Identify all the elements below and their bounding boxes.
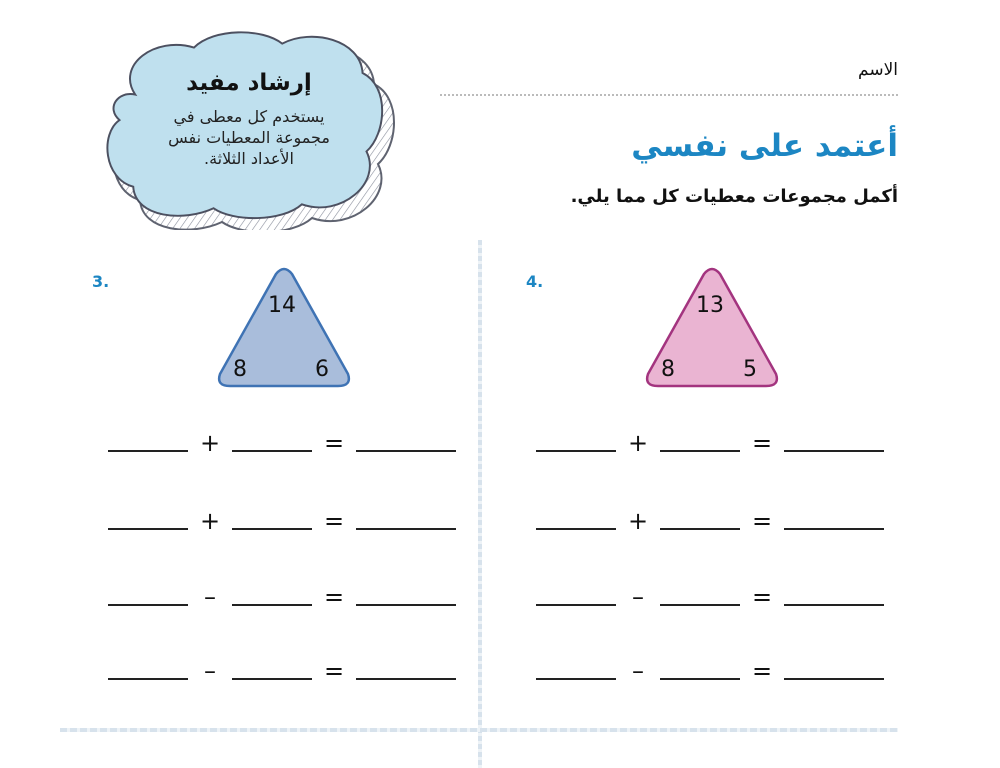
equals-sign: = bbox=[323, 657, 345, 685]
equals-sign: = bbox=[751, 429, 773, 457]
answer-blank[interactable] bbox=[356, 450, 456, 452]
column-divider bbox=[478, 240, 482, 768]
equation-row bbox=[108, 656, 458, 686]
answer-blank[interactable] bbox=[356, 678, 456, 680]
fact-triangle bbox=[214, 266, 354, 390]
operator: – bbox=[204, 657, 216, 685]
equation-row bbox=[108, 428, 458, 458]
triangle-left-number: 8 bbox=[661, 357, 675, 382]
operator: + bbox=[627, 507, 649, 535]
answer-blank[interactable] bbox=[232, 678, 312, 680]
answer-blank[interactable] bbox=[536, 450, 616, 452]
equation-row bbox=[108, 506, 458, 536]
answer-blank[interactable] bbox=[108, 450, 188, 452]
name-label: الاسم bbox=[858, 60, 898, 80]
answer-blank[interactable] bbox=[536, 678, 616, 680]
answer-blank[interactable] bbox=[232, 528, 312, 530]
equation-row bbox=[536, 656, 886, 686]
triangle-right-number: 6 bbox=[315, 357, 329, 382]
equation-row bbox=[536, 506, 886, 536]
instruction-text: أكمل مجموعات معطيات كل مما يلي. bbox=[570, 186, 898, 207]
operator: + bbox=[199, 507, 221, 535]
operator: – bbox=[204, 583, 216, 611]
answer-blank[interactable] bbox=[784, 604, 884, 606]
answer-blank[interactable] bbox=[356, 604, 456, 606]
hint-line: يستخدم كل معطى في bbox=[173, 107, 325, 126]
operator: – bbox=[632, 583, 644, 611]
problem-number: 4. bbox=[526, 272, 544, 291]
equation-row bbox=[536, 582, 886, 612]
equals-sign: = bbox=[751, 507, 773, 535]
hint-title: إرشاد مفيد bbox=[186, 70, 312, 96]
equals-sign: = bbox=[323, 583, 345, 611]
page-title: أعتمد على نفسي bbox=[631, 128, 898, 164]
answer-blank[interactable] bbox=[660, 528, 740, 530]
answer-blank[interactable] bbox=[536, 604, 616, 606]
answer-blank[interactable] bbox=[108, 528, 188, 530]
operator: + bbox=[627, 429, 649, 457]
answer-blank[interactable] bbox=[232, 450, 312, 452]
hint-line: الأعداد الثلاثة. bbox=[204, 149, 294, 168]
equals-sign: = bbox=[323, 507, 345, 535]
answer-blank[interactable] bbox=[660, 678, 740, 680]
hint-body bbox=[128, 106, 370, 169]
operator: – bbox=[632, 657, 644, 685]
operator: + bbox=[199, 429, 221, 457]
answer-blank[interactable] bbox=[784, 450, 884, 452]
answer-blank[interactable] bbox=[660, 604, 740, 606]
name-field[interactable] bbox=[440, 94, 898, 96]
answer-blank[interactable] bbox=[784, 678, 884, 680]
triangle-top-number: 13 bbox=[696, 293, 724, 318]
triangle-top-number: 14 bbox=[268, 293, 296, 318]
equation-row bbox=[536, 428, 886, 458]
answer-blank[interactable] bbox=[108, 604, 188, 606]
equals-sign: = bbox=[751, 657, 773, 685]
triangle-left-number: 8 bbox=[233, 357, 247, 382]
equals-sign: = bbox=[323, 429, 345, 457]
equals-sign: = bbox=[751, 583, 773, 611]
answer-blank[interactable] bbox=[784, 528, 884, 530]
section-divider bbox=[60, 728, 898, 732]
answer-blank[interactable] bbox=[356, 528, 456, 530]
answer-blank[interactable] bbox=[108, 678, 188, 680]
hint-line: مجموعة المعطيات نفس bbox=[168, 128, 330, 147]
equation-row bbox=[108, 582, 458, 612]
answer-blank[interactable] bbox=[660, 450, 740, 452]
answer-blank[interactable] bbox=[232, 604, 312, 606]
answer-blank[interactable] bbox=[536, 528, 616, 530]
triangle-right-number: 5 bbox=[743, 357, 757, 382]
problem-number: 3. bbox=[92, 272, 110, 291]
fact-triangle bbox=[642, 266, 782, 390]
